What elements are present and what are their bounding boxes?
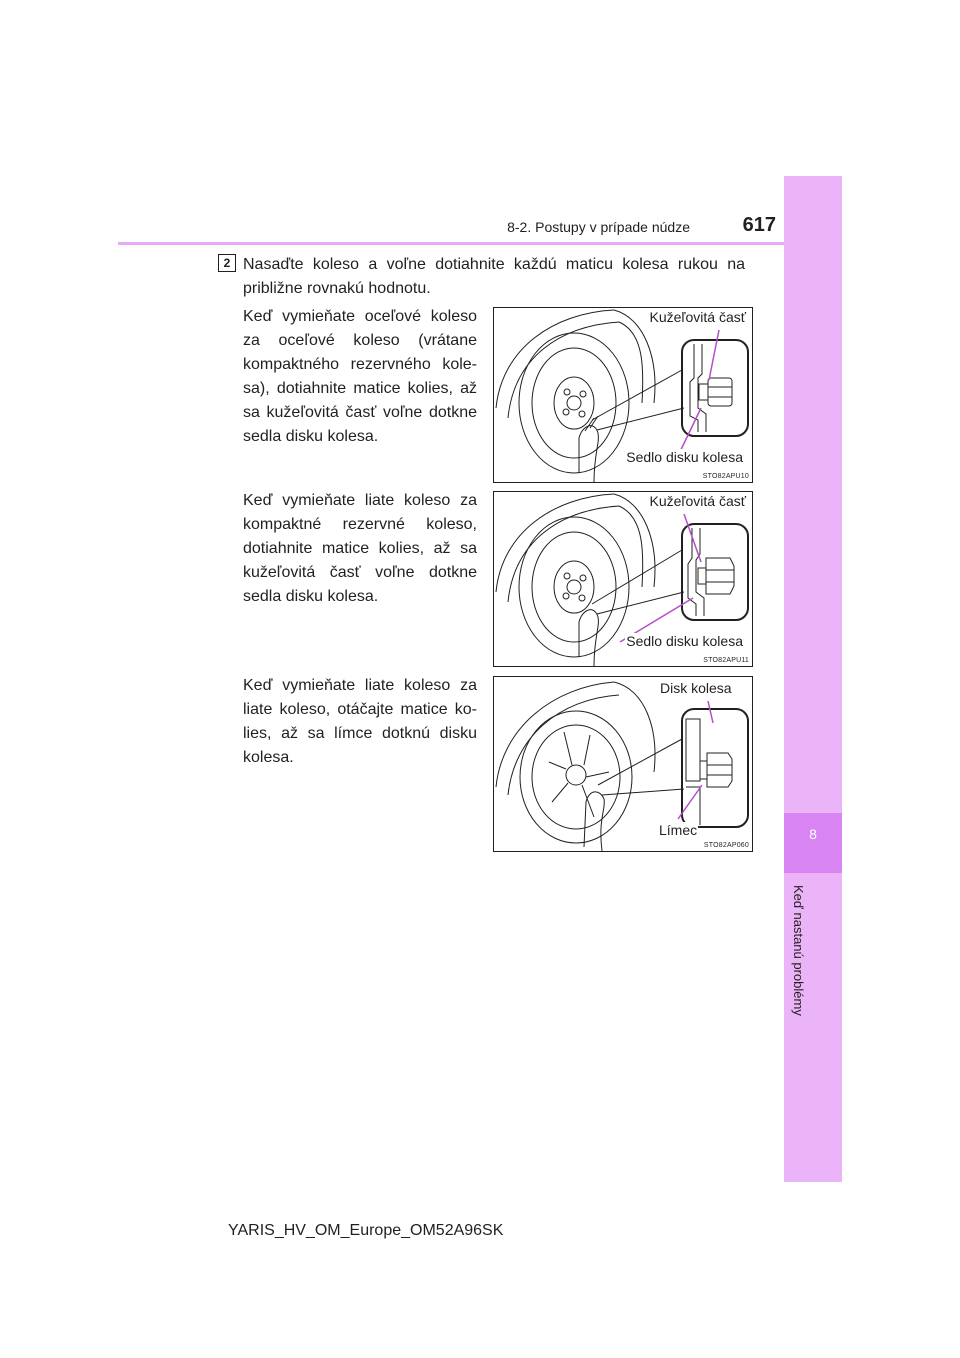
figure-code: STO82AP060 bbox=[703, 842, 749, 849]
step-number: 2 bbox=[218, 254, 236, 272]
figure-code: STO82APU11 bbox=[703, 657, 749, 664]
chapter-title bbox=[791, 885, 824, 1135]
header-rule bbox=[118, 242, 784, 245]
page-number: 617 bbox=[742, 214, 776, 236]
figure-label-seat: Sedlo disku kolesa bbox=[626, 449, 743, 465]
figure-label-taper: Kužeľovitá časť bbox=[649, 309, 746, 325]
note-steel-wheel: Keď vymieňate oceľové koleso za oceľové koleso (vrátane kompaktného rezervného kole-sa), dotiahnite matice kolies, až sa kužeľovitá časť voľne dotkne sedla disku kolesa. bbox=[243, 308, 477, 445]
figure-steel-wheel bbox=[493, 307, 753, 483]
chapter-title-text: Keď nastanú problémy bbox=[791, 885, 806, 1016]
figure-compact-spare bbox=[493, 491, 753, 667]
figure-label-wheel-disc: Disk kolesa bbox=[660, 680, 732, 696]
note-alloy-to-compact: Keď vymieňate liate koleso za kompaktné rezervné koleso, dotiahnite matice kolies, až sa kužeľovitá časť voľne dotkne sedla disku kolesa. bbox=[243, 492, 477, 605]
step-text: Nasaďte koleso a voľne dotiahnite každú maticu kolesa rukou na približne rovnakú hodnotu. bbox=[243, 256, 745, 297]
chapter-number: 8 bbox=[809, 826, 817, 842]
document-footer: YARIS_HV_OM_Europe_OM52A96SK bbox=[228, 1222, 504, 1239]
figure-alloy-wheel bbox=[493, 676, 753, 852]
figure-label-collar: Límec bbox=[659, 822, 698, 838]
note-alloy-to-alloy: Keď vymieňate liate koleso za liate koleso, otáčajte matice ko-lies, až sa límce dotknú disku kolesa. bbox=[243, 677, 477, 766]
chapter-number-tab bbox=[784, 813, 842, 873]
header-section-title: 8-2. Postupy v prípade núdze bbox=[507, 219, 690, 235]
figure-label-seat: Sedlo disku kolesa bbox=[626, 633, 743, 649]
wheel-illustration-3 bbox=[494, 677, 752, 851]
figure-code: STO82APU10 bbox=[702, 473, 749, 480]
figure-label-taper: Kužeľovitá časť bbox=[649, 493, 746, 509]
